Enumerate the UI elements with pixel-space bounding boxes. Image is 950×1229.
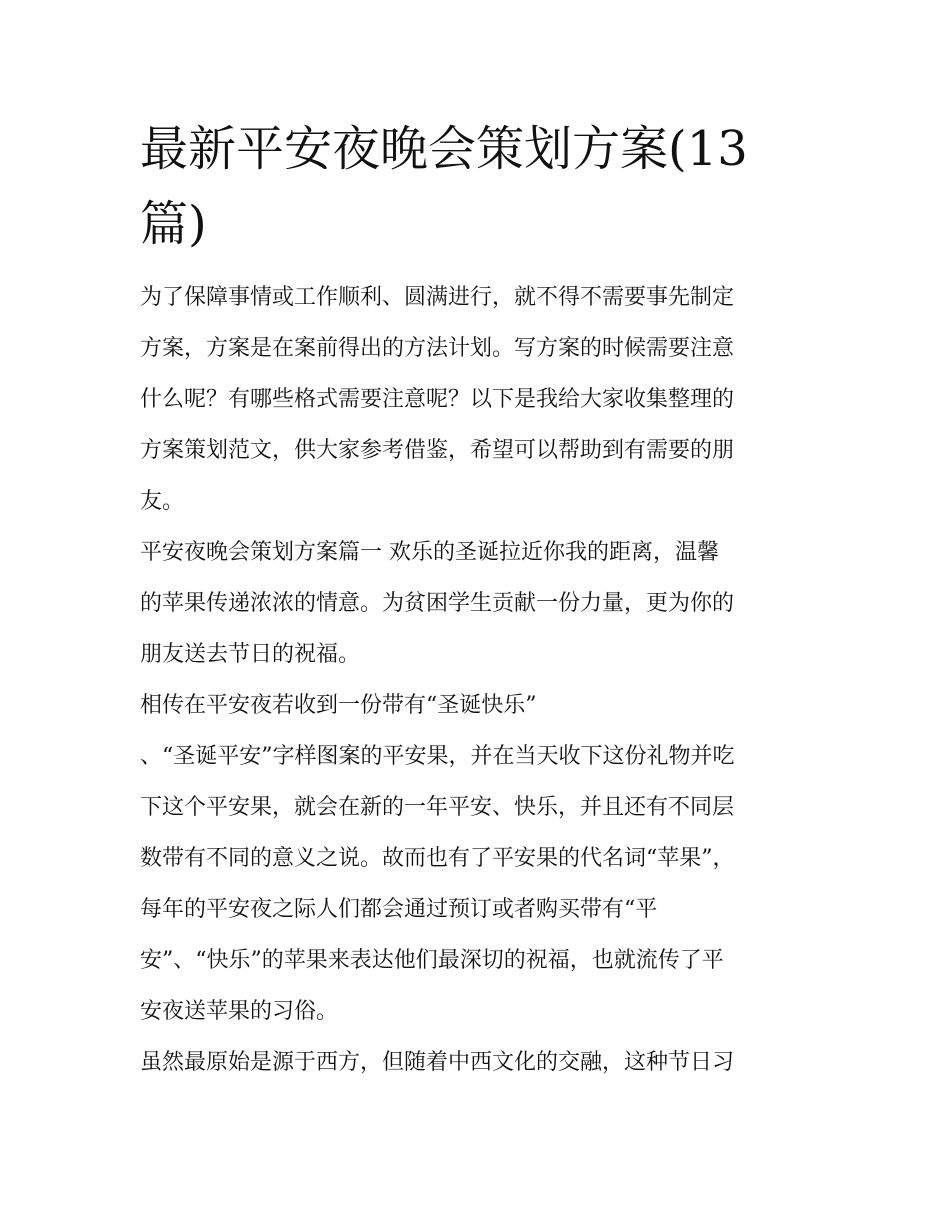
text-line: 方案，方案是在案前得出的方法计划。写方案的时候需要注意 xyxy=(140,336,735,361)
text-line: 每年的平安夜之际人们都会通过预订或者购买带有“平 xyxy=(140,897,658,922)
text-line: 方案策划范文，供大家参考借鉴，希望可以帮助到有需要的朋 xyxy=(140,438,735,463)
text-line: 相传在平安夜若收到一份带有“圣诞快乐” xyxy=(140,693,537,718)
title-line: 篇) xyxy=(140,196,207,252)
text-line: 安夜送苹果的习俗。 xyxy=(140,999,339,1024)
text-line: 朋友送去节日的祝福。 xyxy=(140,642,361,667)
title-line: 最新平安夜晚会策划方案(13 xyxy=(140,121,748,177)
document-page xyxy=(140,112,812,1088)
paragraph-section-one xyxy=(140,527,812,680)
paragraph-origin xyxy=(140,1037,812,1088)
text-line: 的苹果传递浓浓的情意。为贫困学生贡献一份力量，更为你的 xyxy=(140,591,735,616)
text-line: 安”、“快乐”的苹果来表达他们最深切的祝福，也就流传了平 xyxy=(140,948,724,973)
document-title xyxy=(140,112,812,262)
text-line: 平安夜晚会策划方案篇一 欢乐的圣诞拉近你我的距离，温馨 xyxy=(140,540,719,565)
text-line: 什么呢？有哪些格式需要注意呢？以下是我给大家收集整理的 xyxy=(140,387,735,412)
text-line: 下这个平安果，就会在新的一年平安、快乐，并且还有不同层 xyxy=(140,795,735,820)
paragraph-legend xyxy=(140,680,812,1037)
text-line: 、“圣诞平安”字样图案的平安果，并在当天收下这份礼物并吃 xyxy=(140,744,735,769)
text-line: 虽然最原始是源于西方，但随着中西文化的交融，这种节日习 xyxy=(140,1050,735,1075)
text-line: 数带有不同的意义之说。故而也有了平安果的代名词“苹果”， xyxy=(140,846,735,871)
paragraph-intro xyxy=(140,272,812,527)
text-line: 为了保障事情或工作顺利、圆满进行，就不得不需要事先制定 xyxy=(140,285,735,310)
text-line: 友。 xyxy=(140,489,185,514)
